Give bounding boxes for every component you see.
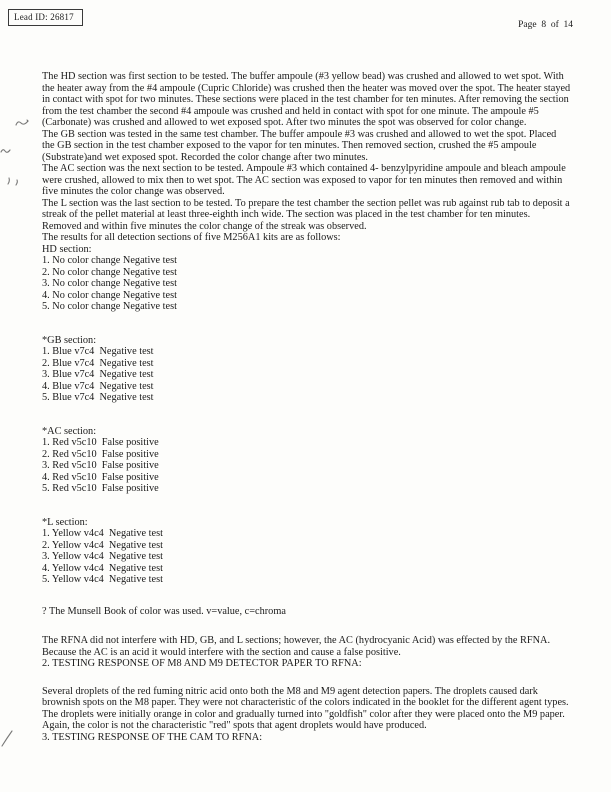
section-title-gb: *GB section:: [42, 334, 97, 346]
paragraph-l-procedure: The L section was the last section to be tested. To prepare the test chamber the section pellet was rub against rub tab to deposit a streak of the pellet material at least three-eighth inch wide. The section was placed in the test chamber for ten minutes. Removed and within five minutes the color change of the streak was observed.: [42, 197, 570, 232]
results-section-gb: [42, 335, 571, 404]
result-line: 2. Red v5c10 False positive: [42, 448, 159, 460]
section-title-l: *L section:: [42, 516, 88, 528]
result-line: 3. No color change Negative test: [42, 278, 177, 289]
handwritten-mark: [0, 729, 16, 749]
result-line: 1. Red v5c10 False positive: [42, 437, 159, 448]
result-line: 1. Blue v7c4 Negative test: [42, 346, 154, 357]
paragraph-droplets-m8: Several droplets of the red fuming nitric acid onto both the M8 and M9 agent detection papers. The droplets caused dark brownish spots on the M8 paper. They were not characteristic of the colors indicated in the booklet for the different agent types.: [42, 685, 569, 708]
heading-cam-test: 3. TESTING RESPONSE OF THE CAM TO RFNA:: [42, 731, 263, 743]
result-line: 5. Red v5c10 False positive: [42, 483, 159, 494]
result-line: 3. Yellow v4c4 Negative test: [42, 551, 163, 562]
paragraph-droplets-m9: The droplets were initially orange in color and gradually turned into "goldfish" color after they were placed onto the M9 paper. Again, the color is not the characteristic "red" spots that agent droplets would have produced.: [42, 708, 565, 731]
results-section-hd: [42, 244, 571, 313]
heading-m8-m9-test: 2. TESTING RESPONSE OF M8 AND M9 DETECTOR PAPER TO RFNA:: [42, 658, 362, 669]
result-line: 2. Yellow v4c4 Negative test: [42, 539, 163, 551]
results-section-ac: [42, 426, 571, 495]
result-line: 3. Red v5c10 False positive: [42, 460, 159, 471]
result-line: 4. Yellow v4c4 Negative test: [42, 562, 163, 574]
results-intro: The results for all detection sections of five M256A1 kits are as follows:: [42, 232, 341, 243]
handwritten-mark: [0, 146, 12, 156]
paragraph-ac-procedure: The AC section was the next section to be tested. Ampoule #3 which contained 4- benzylpyridine ampoule and bleach ampoule were crushed, allowed to mix then to wet spot. The AC section was exposed to vapor for ten minutes then removed and within five minutes the color change was observed.: [42, 163, 566, 197]
result-line: 5. No color change Negative test: [42, 301, 177, 312]
section-title-ac: *AC section:: [42, 425, 97, 437]
paragraph-gb-procedure: The GB section was tested in the same test chamber. The buffer ampoule #3 was crushed and allowed to wet the spot. Placed the GB section in the test chamber exposed to the vapor for ten minutes. Then removed section, crushed the #5 ampoule (Substrate)and wet exposed spot. Recorded the color change after two minutes.: [42, 128, 557, 163]
page-number: Page 8 of 14: [518, 20, 573, 30]
result-line: 1. Yellow v4c4 Negative test: [42, 528, 163, 539]
result-line: 5. Yellow v4c4 Negative test: [42, 574, 163, 585]
section-title-hd: HD section:: [42, 243, 92, 255]
result-line: 4. No color change Negative test: [42, 289, 177, 301]
result-line: 2. No color change Negative test: [42, 266, 177, 278]
result-line: 5. Blue v7c4 Negative test: [42, 392, 154, 403]
handwritten-mark: [6, 176, 24, 188]
result-line: 3. Blue v7c4 Negative test: [42, 369, 154, 380]
lead-id-text: Lead ID: 26817: [14, 12, 74, 22]
lead-id-box: [8, 9, 83, 26]
handwritten-mark: [13, 116, 35, 130]
result-line: 4. Blue v7c4 Negative test: [42, 380, 154, 392]
munsell-footnote: ? The Munsell Book of color was used. v=value, c=chroma: [42, 605, 286, 617]
result-line: 2. Blue v7c4 Negative test: [42, 357, 154, 369]
paragraph-rfna-summary: The RFNA did not interfere with HD, GB, and L sections; however, the AC (hydrocyanic Acid) was effected by the RFNA. Because the AC is an acid it would interfere with the section and cause a false positive.: [42, 635, 551, 658]
results-section-l: [42, 517, 571, 586]
result-line: 4. Red v5c10 False positive: [42, 471, 159, 483]
result-line: 1. No color change Negative test: [42, 255, 177, 266]
document-body: [42, 71, 571, 743]
paragraph-hd-procedure: The HD section was first section to be tested. The buffer ampoule (#3 yellow bead) was crushed and allowed to wet spot. With the heater away from the #4 ampoule (Cupric Chloride) was crushed then the heater was moved over the spot. The heater stayed in contact with spot for two minutes. These sections were placed in the test chamber for ten minutes. After removing the section from the test chamber the second #4 ampoule was crushed and held in contact with spot for one minute. The ampoule #5 (Carbonate) was crushed and allowed to wet exposed spot. After two minutes the spot was observed for color change.: [42, 71, 571, 128]
